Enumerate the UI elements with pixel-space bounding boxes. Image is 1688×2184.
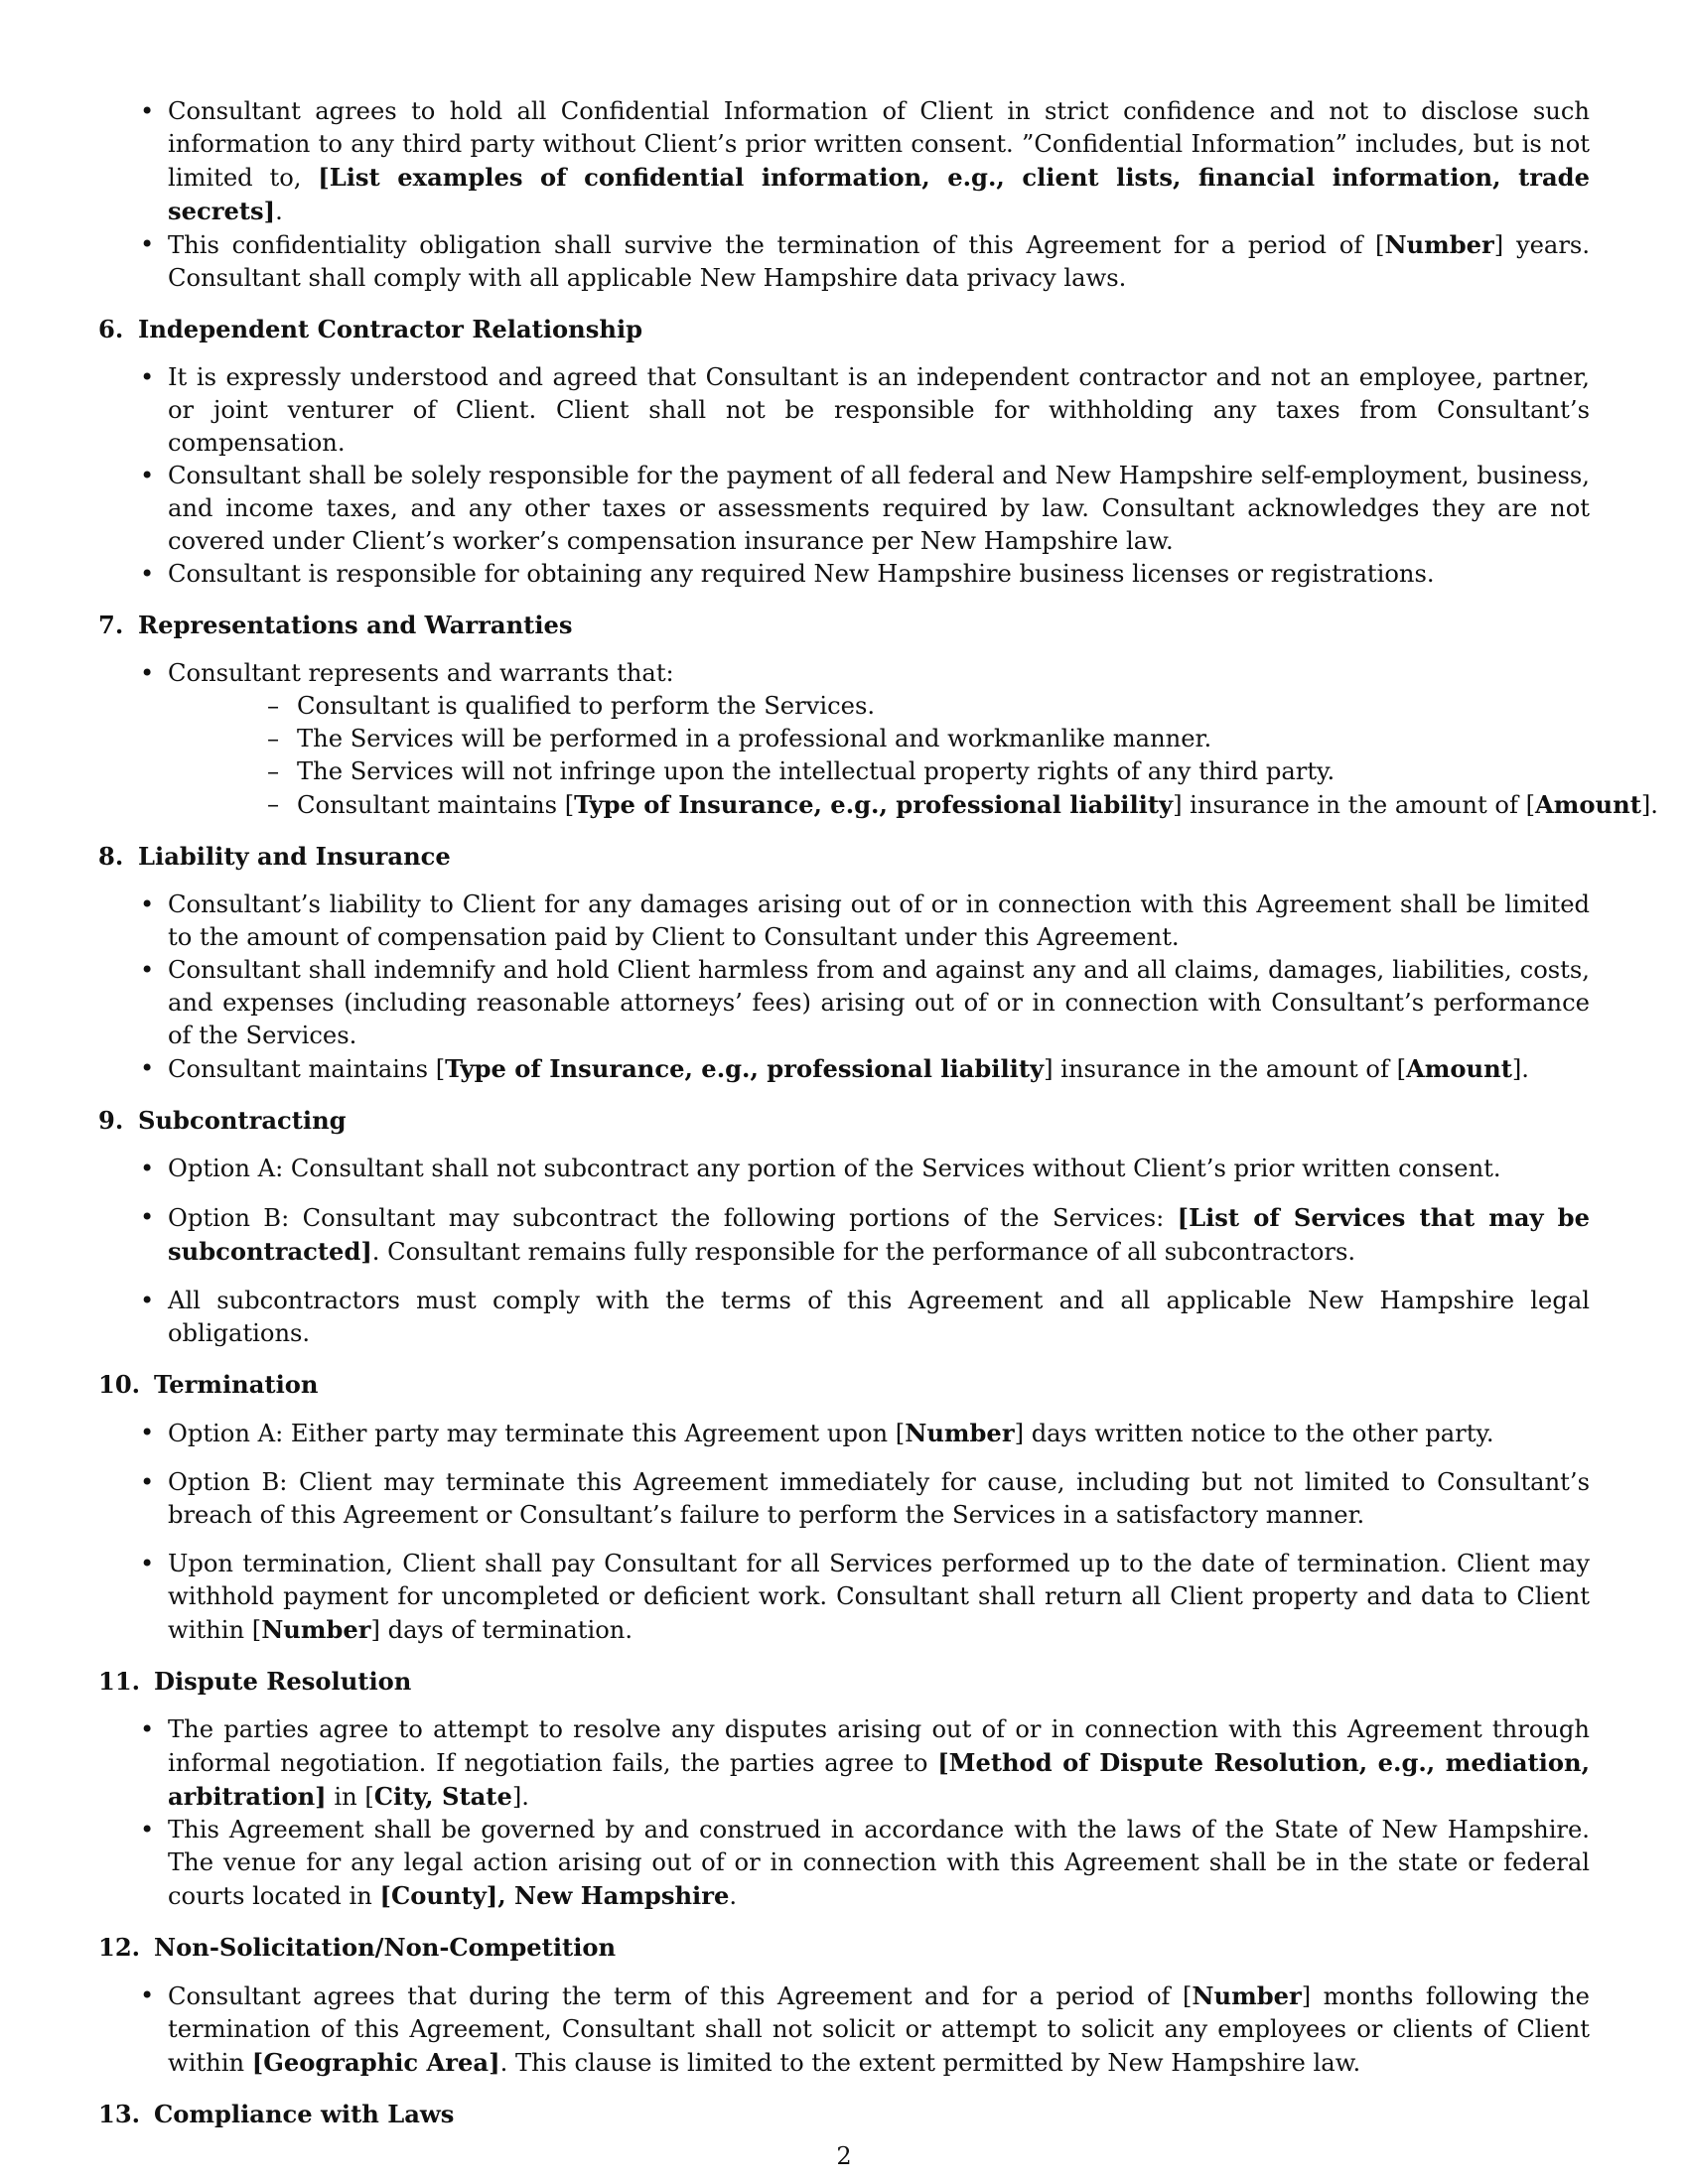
section-6-list [98,361,1590,591]
sub-list-item: – Consultant is qualified to perform the Services. [168,690,1590,723]
list-item: • Consultant is responsible for obtaining any required New Hampshire business licenses or registrations. [98,558,1590,591]
section-heading-13: 13. Compliance with Laws [98,2100,455,2128]
list-item: • Consultant represents and warrants that: – Consultant is qualified to perform the Services. – The Services will be performed in a professional and workmanlike manner. – The Services will not infringe upon the intellectual property rights of any third party. – Consultant maintains [Type of Insurance, e.g., professional liability] insurance in the amount of [Amount]. [98,657,1590,822]
section-heading-10: 10. Termination [98,1370,319,1399]
list-item: • Consultant shall indemnify and hold Client harmless from and against any and all claims, damages, liabilities, costs, and expenses (including reasonable attorneys’ fees) arising out of or in connection with Consultant’s performance of the Services. [98,954,1590,1052]
list-item: • It is expressly understood and agreed that Consultant is an independent contractor and not an employee, partner, or joint venturer of Client. Client shall not be responsible for withholding any taxes from Consultant’s compensation. [98,361,1590,460]
list-item: • All subcontractors must comply with the terms of this Agreement and all applicable New Hampshire legal obligations. [98,1285,1590,1350]
section-heading-7: 7. Representations and Warranties [98,611,573,639]
section-7-list [98,657,1658,822]
list-item: • Option A: Consultant shall not subcontract any portion of the Services without Client’s prior written consent. [98,1153,1590,1185]
section-heading-9: 9. Subcontracting [98,1106,347,1135]
list-item: • Option B: Client may terminate this Agreement immediately for cause, including but not limited to Consultant’s breach of this Agreement or Consultant’s failure to perform the Services in a satisfactory manner. [98,1466,1590,1532]
list-item: • Consultant’s liability to Client for any damages arising out of or in connection with this Agreement shall be limited to the amount of compensation paid by Client to Consultant under this Agreement. [98,888,1590,954]
list-item: • Consultant shall be solely responsible for the payment of all federal and New Hampshire self-employment, business, and income taxes, and any other taxes or assessments required by law. Consultant acknowledges they are not covered under Client’s worker’s compensation insurance per New Hampshire law. [98,460,1590,558]
sub-list-item: – Consultant maintains [Type of Insurance, e.g., professional liability] insurance in the amount of [Amount]. [168,788,1590,822]
section-heading-12: 12. Non-Solicitation/Non-Competition [98,1933,617,1962]
list-item: • Consultant agrees to hold all Confidential Information of Client in strict confidence and not to disclose such information to any third party without Client’s prior written consent. ”Confidential Information” includes, but is not limited to, [List examples of confidential information, e.g., client lists, financial information, trade secrets]. [98,95,1590,228]
list-item: • Option A: Either party may terminate this Agreement upon [Number] days written notice to the other party. [98,1417,1590,1450]
warranty-sublist [168,690,1658,822]
list-item: • Consultant maintains [Type of Insurance, e.g., professional liability] insurance in the amount of [Amount]. [98,1052,1590,1086]
list-item: • This confidentiality obligation shall survive the termination of this Agreement for a period of [Number] years. Consultant shall comply with all applicable New Hampshire data privacy laws. [98,228,1590,295]
section-8-list [98,888,1590,1086]
section-heading-8: 8. Liability and Insurance [98,842,451,871]
page-number: 2 [836,2142,852,2170]
list-item: • The parties agree to attempt to resolve any disputes arising out of or in connection with this Agreement through informal negotiation. If negotiation fails, the parties agree to [Method of Dispute Resolution, e.g., mediation, arbitration] in [City, State]. [98,1713,1590,1814]
section-9-list [98,1153,1590,1350]
sub-list-item: – The Services will be performed in a professional and workmanlike manner. [168,723,1590,755]
section-heading-6: 6. Independent Contractor Relationship [98,315,643,343]
section-heading-11: 11. Dispute Resolution [98,1667,412,1696]
section-10-list [98,1417,1590,1647]
list-item: • Option B: Consultant may subcontract the following portions of the Services: [List of Services that may be subcontracted]. Consultant remains fully responsible for the performance of all subcontractors. [98,1201,1590,1269]
list-item: • Consultant agrees that during the term of this Agreement and for a period of [Number] months following the termination of this Agreement, Consultant shall not solicit or attempt to solicit any employees or clients of Client within [Geographic Area]. This clause is limited to the extent permitted by New Hampshire law. [98,1979,1590,2080]
document-page [98,95,1658,2146]
sub-list-item: – The Services will not infringe upon the intellectual property rights of any third party. [168,755,1590,788]
section-12-list [98,1979,1590,2080]
section-11-list [98,1713,1590,1913]
list-item: • Upon termination, Client shall pay Consultant for all Services performed up to the date of termination. Client may withhold payment for uncompleted or deficient work. Consultant shall return all Client property and data to Client within [Number] days of termination. [98,1548,1590,1647]
confidentiality-list [98,95,1590,295]
list-item: • This Agreement shall be governed by and construed in accordance with the laws of the State of New Hampshire. The venue for any legal action arising out of or in connection with this Agreement shall be in the state or federal courts located in [County], New Hampshire. [98,1814,1590,1913]
